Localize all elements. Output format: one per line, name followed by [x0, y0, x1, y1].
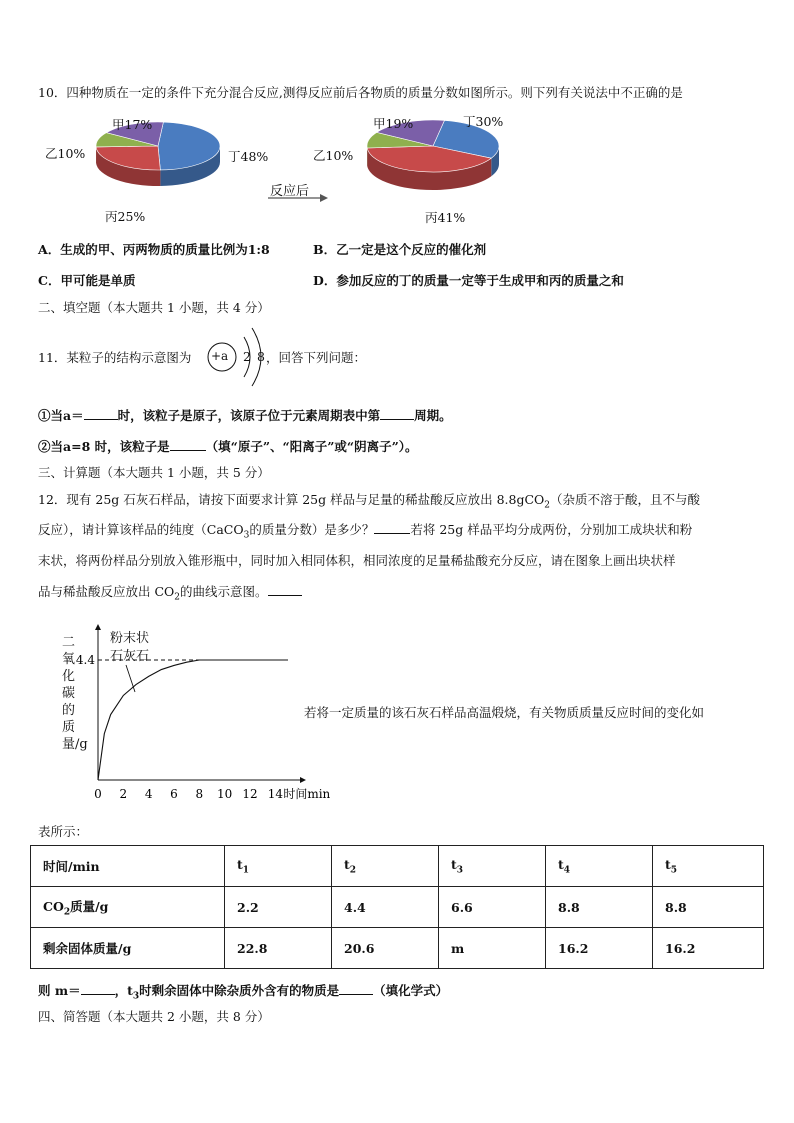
q10-option-a: A．生成的甲、丙两物质的质量比例为1:8 — [38, 242, 270, 257]
mass-time-table — [30, 845, 764, 969]
t-label: t — [558, 856, 564, 872]
header-cell-t5 — [653, 846, 764, 887]
section-3-heading: 三、计算题（本大题共 1 小题，共 5 分） — [38, 465, 270, 480]
q12-line2 — [38, 520, 692, 541]
q10-stem: 10．四种物质在一定的条件下充分混合反应,测得反应前后各物质的质量分数如图所示。则下列有关说法中不正确的是 — [38, 85, 683, 100]
t-sub: 3 — [456, 865, 464, 876]
q12-line1-text: 12．现有 25g 石灰石样品，请按下面要求计算 25g 样品与足量的稀盐酸反应放出 8.8gCO — [38, 492, 545, 507]
pie1-label-yi: 乙10% — [45, 146, 86, 161]
table-cell: 6.6 — [439, 887, 546, 928]
answer-blank-1[interactable] — [84, 419, 118, 420]
t-sub: 2 — [349, 865, 357, 876]
x-axis-title: 时间min — [283, 787, 331, 801]
co2-sub: 2 — [544, 500, 551, 511]
final-d: （填化学式） — [373, 983, 449, 998]
answer-blank-6[interactable] — [81, 994, 115, 995]
arrow-head-icon — [320, 194, 328, 202]
series-label-text: 粉末状 石灰石 — [110, 631, 150, 664]
pie1-label-bing: 丙25% — [105, 209, 146, 224]
table-cell: 8.8 — [653, 887, 764, 928]
pie2-label-jia: 甲19% — [373, 116, 414, 131]
answer-blank-4[interactable] — [374, 533, 410, 534]
t-label: t — [665, 856, 671, 872]
final-b: ，t — [114, 983, 133, 998]
answer-blank-7[interactable] — [339, 994, 373, 995]
t-label: t — [237, 856, 243, 872]
q11-l1-part-c: 周期。 — [414, 408, 452, 423]
table-cell: 2.2 — [225, 887, 332, 928]
header-cell-time: 时间/min — [31, 846, 225, 887]
q11-line2 — [38, 437, 418, 455]
co2-line-chart — [55, 620, 331, 810]
t-sub: 1 — [242, 865, 250, 876]
x-tick-label: 2 — [119, 787, 128, 801]
arrow-label: 反应后 — [270, 184, 310, 199]
q10-option-c: C．甲可能是单质 — [38, 273, 136, 288]
x-tick-label: 12 — [242, 787, 258, 801]
row-label-co2 — [31, 887, 225, 928]
series-label-pointer — [126, 665, 135, 692]
pie2-label-yi: 乙10% — [313, 148, 354, 163]
answer-blank-2[interactable] — [380, 419, 414, 420]
section-2-heading: 二、填空题（本大题共 1 小题，共 4 分） — [38, 300, 270, 315]
y-tick-label: 4.4 — [75, 653, 95, 667]
q12-line4-b: 的曲线示意图。 — [180, 584, 268, 599]
caco3-sub: 3 — [243, 530, 250, 541]
x-tick-label: 8 — [195, 787, 204, 801]
co2-sub-3: 2 — [63, 907, 71, 918]
q12-final-line — [38, 981, 448, 1002]
table-cell: 16.2 — [546, 928, 653, 969]
q10-option-b: B．乙一定是这个反应的催化剂 — [313, 242, 487, 257]
table-cell: m — [439, 928, 546, 969]
table-header-row — [31, 846, 764, 887]
chart-ticks — [76, 653, 331, 801]
q11-l2-part-b: （填“原子”、“阳离子”或“阴离子”）。 — [205, 439, 418, 454]
chart-series-label — [110, 630, 149, 666]
q11-l1-part-b: 时，该粒子是原子，该原子位于元素周期表中第 — [117, 408, 381, 423]
q12-line1 — [38, 490, 700, 511]
header-cell-t3 — [439, 846, 546, 887]
series-line-powder — [98, 660, 288, 780]
answer-blank-3[interactable] — [170, 450, 206, 451]
table-cell: 8.8 — [546, 887, 653, 928]
q11-stem-post: ，回答下列问题： — [266, 350, 367, 365]
answer-blank-5[interactable] — [268, 595, 302, 596]
final-a: 则 m＝ — [38, 983, 81, 998]
x-tick-label: 0 — [94, 787, 102, 801]
q12-after-chart: 表所示： — [38, 824, 89, 839]
q11-l1-part-a: ①当a＝ — [38, 408, 84, 423]
section-4-heading: 四、简答题（本大题共 2 小题，共 8 分） — [38, 1009, 270, 1024]
x-tick-label: 10 — [217, 787, 233, 801]
pie1-label-jia: 甲17% — [112, 117, 153, 132]
table-cell: 4.4 — [332, 887, 439, 928]
x-axis-arrow-icon — [300, 777, 306, 783]
table-cell: 20.6 — [332, 928, 439, 969]
q12-line2-a: 反应），请计算该样品的纯度（CaCO — [38, 522, 244, 537]
q12-line4 — [38, 582, 302, 603]
final-c: 时剩余固体中除杂质外含有的物质是 — [139, 983, 340, 998]
nucleus-label: +a — [211, 349, 229, 363]
pie1-label-ding: 丁48% — [228, 149, 269, 164]
x-tick-label: 4 — [144, 787, 153, 801]
q12-line3: 末状，将两份样品分别放入锥形瓶中，同时加入相同体积，相同浓度的足量稀盐酸充分反应，请在图象上画出块状样 — [38, 553, 676, 568]
table-cell: 22.8 — [225, 928, 332, 969]
chart-series — [98, 660, 288, 780]
table-cell: 16.2 — [653, 928, 764, 969]
t-label: t — [344, 856, 350, 872]
q10-option-d: D．参加反应的丁的质量一定等于生成甲和丙的质量之和 — [313, 273, 624, 288]
q12-side-text: 若将一定质量的该石灰石样品高温煅烧，有关物质质量反应时间的变化如 — [304, 705, 705, 720]
q12-line2-b: 的质量分数）是多少？ — [249, 522, 375, 537]
x-tick-label: 6 — [170, 787, 178, 801]
header-cell-t1 — [225, 846, 332, 887]
row-label-solid: 剩余固体质量/g — [31, 928, 225, 969]
co2-sub-2: 2 — [174, 592, 181, 603]
t-sub: 5 — [670, 865, 678, 876]
table-row — [31, 928, 764, 969]
t3-sub: 3 — [132, 991, 140, 1002]
shell2-electrons: 8 — [257, 349, 265, 364]
q12-line4-a: 品与稀盐酸反应放出 CO — [38, 584, 175, 599]
chart-y-label-text: 二氧化碳的质量/g — [62, 635, 88, 752]
q12-line2-c: 若将 25g 样品平均分成两份，分别加工成块状和粉 — [410, 522, 693, 537]
co2-text: CO — [43, 898, 64, 914]
t-label: t — [451, 856, 457, 872]
header-cell-t4 — [546, 846, 653, 887]
shell1-electrons: 2 — [243, 349, 251, 364]
co2-unit: 质量/g — [70, 898, 109, 914]
table-row — [31, 887, 764, 928]
y-axis-arrow-icon — [95, 624, 101, 630]
q11-stem-pre: 11．某粒子的结构示意图为 — [38, 350, 192, 365]
q11-line1 — [38, 406, 452, 424]
pie2-label-bing: 丙41% — [425, 210, 466, 225]
t-sub: 4 — [563, 865, 571, 876]
x-tick-label: 14 — [267, 787, 283, 801]
header-cell-t2 — [332, 846, 439, 887]
pie2-label-ding: 丁30% — [463, 114, 504, 129]
q12-line1-end: （杂质不溶于酸，且不与酸 — [550, 492, 701, 507]
q11-l2-part-a: ②当a=8 时，该粒子是 — [38, 439, 170, 454]
